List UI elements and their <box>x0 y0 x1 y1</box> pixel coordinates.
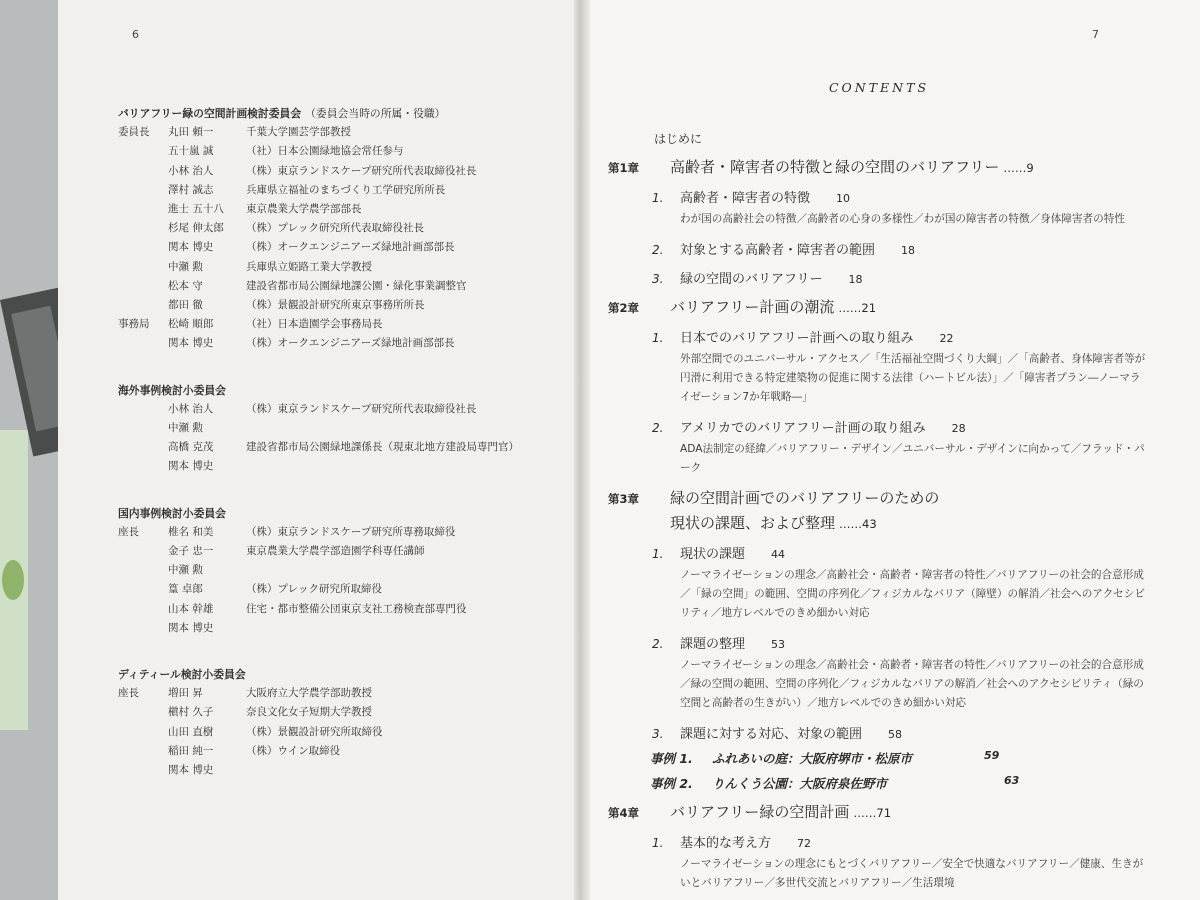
section-title: 緑の空間のバリアフリー <box>680 272 823 287</box>
member-row <box>118 315 558 334</box>
member-role <box>118 142 168 161</box>
section-entry <box>608 268 1168 287</box>
table-of-contents <box>608 80 1168 893</box>
section-number: 2. <box>652 421 664 435</box>
chapter-page: ……21 <box>838 301 877 315</box>
chapter-page: ……9 <box>1003 161 1034 175</box>
member-name: 五十嵐 誠 <box>168 145 214 158</box>
section-description: ADA法制定の経緯／バリアフリー・デザイン／ユニバーサル・デザインに向かって／フラッド・パーク <box>680 443 1145 474</box>
section-entry <box>608 417 1168 436</box>
member-name: 槇村 久子 <box>168 706 214 719</box>
section-description: 外部空間でのユニバーサル・アクセス／「生活福祉空間づくり大綱」／「高齢者、身体障害者等が円滑に利用できる特定建築物の促進に関する法律（ハートビル法）」／「障害者プラン―ノーマライゼーション7か年戦略―」 <box>680 353 1146 403</box>
section-title: 現状の課題 <box>680 547 746 562</box>
chapter-title: 緑の空間計画でのバリアフリーのための <box>670 489 940 507</box>
member-name: 山本 幹雄 <box>168 602 214 615</box>
member-role <box>118 561 168 580</box>
member-name: 関本 博史 <box>168 621 214 634</box>
member-role <box>118 438 168 457</box>
chapter-title: 高齢者・障害者の特徴と緑の空間のバリアフリー <box>670 158 1000 176</box>
committee-list <box>118 104 558 807</box>
member-name: 椎名 和美 <box>168 525 214 538</box>
member-name: 中瀬 勲 <box>168 260 203 273</box>
member-row <box>118 419 558 438</box>
case-entry <box>608 749 1168 767</box>
section-title: 基本的な考え方 <box>680 836 772 851</box>
member-row <box>118 684 558 703</box>
case-label: 事例 1. <box>650 751 693 766</box>
member-affiliation: （株）東京ランドスケープ研究所代表取締役社長 <box>246 164 477 177</box>
chapter-label: 第1章 <box>608 161 640 175</box>
member-role <box>118 277 168 296</box>
section-entry <box>608 239 1168 258</box>
member-row <box>118 580 558 599</box>
member-row <box>118 619 558 638</box>
toc-intro: はじめに <box>654 132 703 146</box>
member-role <box>118 200 168 219</box>
member-row <box>118 277 558 296</box>
section-number: 1. <box>652 836 664 850</box>
left-page-number: 6 <box>132 28 139 41</box>
committee-title <box>118 504 558 523</box>
committee-section <box>118 504 558 638</box>
member-role: 事務局 <box>118 318 150 331</box>
member-row <box>118 200 558 219</box>
section-description: ノーマライゼーションの理念／高齢社会・高齢者・障害者の特性／バリアフリーの社会的合意形成／緑の空間の範囲、空間の序列化／フィジカルなバリアの解消／社会へのアクセシビリティ（緑の空間と高齢者の生きがい）／地方レベルでのきめ細かい対応 <box>680 659 1144 709</box>
member-name: 金子 忠一 <box>168 545 214 558</box>
case-page: 63 <box>1004 774 1020 787</box>
section-page: 44 <box>771 548 786 561</box>
member-affiliation: （株）オークエンジニアーズ緑地計画部部長 <box>246 337 455 350</box>
case-title: りんくう公園：大阪府泉佐野市 <box>712 776 888 791</box>
member-name: 松崎 順郎 <box>168 318 214 331</box>
chapter-title: バリアフリー計画の潮流 <box>670 298 835 316</box>
member-affiliation: （株）プレック研究所取締役 <box>246 583 382 596</box>
member-role: 座長 <box>118 525 139 538</box>
case-entry <box>608 774 1168 792</box>
section-number: 3. <box>652 727 664 741</box>
member-row <box>118 742 558 761</box>
section-entry <box>608 187 1168 206</box>
committee-title-text: バリアフリー緑の空間計画検討委員会 <box>118 107 302 120</box>
member-role <box>118 419 168 438</box>
member-name: 進士 五十八 <box>168 203 224 216</box>
member-affiliation <box>246 619 558 638</box>
member-name: 松本 守 <box>168 279 203 292</box>
member-row <box>118 219 558 238</box>
section-title: アメリカでのバリアフリー計画の取り組み <box>680 421 926 436</box>
member-name: 関本 博史 <box>168 764 214 777</box>
member-role <box>118 761 168 780</box>
member-name: 小林 治人 <box>168 164 214 177</box>
member-row <box>118 238 558 257</box>
case-title: ふれあいの庭：大阪府堺市・松原市 <box>712 751 913 766</box>
member-row <box>118 258 558 277</box>
member-row <box>118 181 558 200</box>
member-affiliation: 建設省都市局公園緑地課係長（現東北地方建設局専門官） <box>246 441 519 454</box>
section-title: 高齢者・障害者の特徴 <box>680 191 811 206</box>
toc-chapters <box>608 156 1168 893</box>
chapter-heading <box>608 296 1168 317</box>
member-affiliation: （株）景観設計研究所東京事務所所長 <box>246 299 425 312</box>
member-affiliation: （社）日本造園学会事務局長 <box>246 318 383 331</box>
chapter-label: 第3章 <box>608 492 640 506</box>
section-description: わが国の高齢社会の特徴／高齢者の心身の多様性／わが国の障害者の特徴／身体障害者の特性 <box>680 213 1125 225</box>
member-affiliation: （株）景観設計研究所取締役 <box>246 725 383 738</box>
plant-leaf <box>2 560 24 600</box>
member-row <box>118 542 558 561</box>
member-role <box>118 600 168 619</box>
section-title: 日本でのバリアフリー計画への取り組み <box>680 331 914 346</box>
member-row <box>118 334 558 353</box>
section-number: 3. <box>652 272 664 286</box>
member-name: 小林 治人 <box>168 402 214 415</box>
member-row <box>118 162 558 181</box>
member-name: 篁 卓郎 <box>168 583 203 596</box>
member-name: 杉尾 伸太郎 <box>168 222 224 235</box>
section-title: 課題の整理 <box>680 637 746 652</box>
member-role <box>118 258 168 277</box>
member-row <box>118 400 558 419</box>
chapter-title-continued: 現状の課題、および整理 <box>670 514 836 532</box>
case-label: 事例 2. <box>650 776 693 791</box>
section-page: 18 <box>848 273 863 286</box>
member-name: 中瀬 勲 <box>168 422 203 435</box>
member-name: 増田 昇 <box>168 687 203 700</box>
member-affiliation <box>246 457 558 476</box>
section-description: ノーマライゼーションの理念／高齢社会・高齢者・障害者の特性／バリアフリーの社会的合意形成／「緑の空間」の範囲、空間の序列化／フィジカルなバリア（障壁）の解消／社会へのアクセシビリティ／地方レベルでのきめ細かい対応 <box>680 569 1145 619</box>
member-role <box>118 334 168 353</box>
member-role <box>118 742 168 761</box>
chapter-heading <box>608 487 1168 508</box>
section-page: 10 <box>836 192 851 205</box>
member-role <box>118 296 168 315</box>
member-row <box>118 142 558 161</box>
member-affiliation: （株）オークエンジニアーズ緑地計画部部長 <box>246 241 455 254</box>
member-role <box>118 580 168 599</box>
member-affiliation: （株）ウイン取締役 <box>246 744 341 757</box>
section-page: 28 <box>951 422 966 435</box>
member-row <box>118 723 558 742</box>
member-name: 中瀬 勲 <box>168 564 203 577</box>
committee-section <box>118 104 558 354</box>
member-role: 座長 <box>118 687 139 700</box>
chapter-heading <box>608 801 1168 822</box>
member-affiliation <box>246 561 558 580</box>
section-entry <box>608 327 1168 346</box>
committee-title-text: 国内事例検討小委員会 <box>118 506 226 520</box>
member-role <box>118 703 168 722</box>
member-role: 委員長 <box>118 126 150 139</box>
book-gutter <box>574 0 590 900</box>
member-row <box>118 438 558 457</box>
section-page: 53 <box>771 638 786 651</box>
section-number: 1. <box>652 547 664 561</box>
chapter-label: 第2章 <box>608 301 640 315</box>
member-affiliation: 東京農業大学農学部部長 <box>246 203 362 216</box>
section-number: 1. <box>652 191 664 205</box>
member-name: 澤村 誠志 <box>168 183 214 196</box>
member-affiliation: （株）東京ランドスケープ研究所専務取締役 <box>246 525 456 538</box>
member-name: 稲田 純一 <box>168 744 214 757</box>
member-row <box>118 561 558 580</box>
member-role <box>118 238 168 257</box>
member-role <box>118 723 168 742</box>
member-row <box>118 600 558 619</box>
member-role <box>118 219 168 238</box>
member-name: 丸田 頼一 <box>168 126 214 139</box>
case-page: 59 <box>984 749 1000 762</box>
right-page-number: 7 <box>1092 28 1099 41</box>
member-row <box>118 761 558 780</box>
chapter-page: ……71 <box>853 806 892 820</box>
member-affiliation: 大阪府立大学農学部助教授 <box>246 687 372 700</box>
member-role <box>118 181 168 200</box>
chapter-label: 第4章 <box>608 806 640 820</box>
member-name: 関本 博史 <box>168 337 214 350</box>
section-entry <box>608 832 1168 851</box>
section-entry <box>608 633 1168 652</box>
member-affiliation: 兵庫県立福祉のまちづくり工学研究所所長 <box>246 183 446 196</box>
committee-title-text: ディティール検討小委員会 <box>118 668 246 682</box>
chapter-heading-continued <box>608 512 1168 533</box>
member-affiliation: （株）東京ランドスケープ研究所代表取締役社長 <box>246 402 477 415</box>
member-row <box>118 523 558 542</box>
committee-title <box>118 381 558 400</box>
section-title: 課題に対する対応、対象の範囲 <box>680 727 863 742</box>
member-affiliation: 千葉大学園芸学部教授 <box>246 126 351 139</box>
member-affiliation: 奈良文化女子短期大学教授 <box>246 706 372 719</box>
section-description: ノーマライゼーションの理念にもとづくバリアフリー／安全で快適なバリアフリー／健康、生きがいとバリアフリー／多世代交流とバリアフリー／生活環境 <box>680 858 1144 889</box>
section-page: 58 <box>888 728 903 741</box>
section-entry <box>608 543 1168 562</box>
section-entry <box>608 723 1168 742</box>
member-affiliation: 東京農業大学農学部造園学科専任講師 <box>246 545 425 558</box>
member-name: 関本 博史 <box>168 460 214 473</box>
member-role <box>118 400 168 419</box>
member-role <box>118 162 168 181</box>
committee-section <box>118 665 558 780</box>
member-row <box>118 123 558 142</box>
member-row <box>118 703 558 722</box>
member-role <box>118 619 168 638</box>
member-role <box>118 542 168 561</box>
member-row <box>118 296 558 315</box>
committee-title <box>118 665 558 684</box>
member-name: 高橋 克茂 <box>168 441 214 454</box>
chapter-page: ……43 <box>839 517 877 531</box>
member-affiliation: （株）プレック研究所代表取締役社長 <box>246 222 424 235</box>
committee-title-note: （委員会当時の所属・役職） <box>305 107 446 120</box>
committee-title <box>118 104 558 123</box>
member-name: 都田 徹 <box>168 299 203 312</box>
committee-section <box>118 381 558 477</box>
chapter-heading <box>608 156 1168 177</box>
section-number: 2. <box>652 243 664 257</box>
member-affiliation: 建設省都市局公園緑地課公園・緑化事業調整官 <box>246 279 467 292</box>
member-name: 関本 博史 <box>168 241 214 254</box>
section-page: 72 <box>797 837 812 850</box>
section-number: 2. <box>652 637 664 651</box>
section-title: 対象とする高齢者・障害者の範囲 <box>680 243 876 258</box>
section-number: 1. <box>652 331 664 345</box>
chapter-title: バリアフリー緑の空間計画 <box>670 803 850 821</box>
member-affiliation: 住宅・都市整備公団東京支社工務検査部専門役 <box>246 602 467 615</box>
member-name: 山田 直樹 <box>168 725 214 738</box>
committee-title-text: 海外事例検討小委員会 <box>118 383 226 397</box>
member-affiliation <box>246 419 558 438</box>
member-role <box>118 457 168 476</box>
member-row <box>118 457 558 476</box>
section-page: 18 <box>901 244 916 257</box>
member-affiliation: （社）日本公園緑地協会常任参与 <box>246 145 404 158</box>
member-affiliation <box>246 761 558 780</box>
member-affiliation: 兵庫県立姫路工業大学教授 <box>246 260 372 273</box>
section-page: 22 <box>939 332 954 345</box>
contents-title: CONTENTS <box>828 80 930 95</box>
